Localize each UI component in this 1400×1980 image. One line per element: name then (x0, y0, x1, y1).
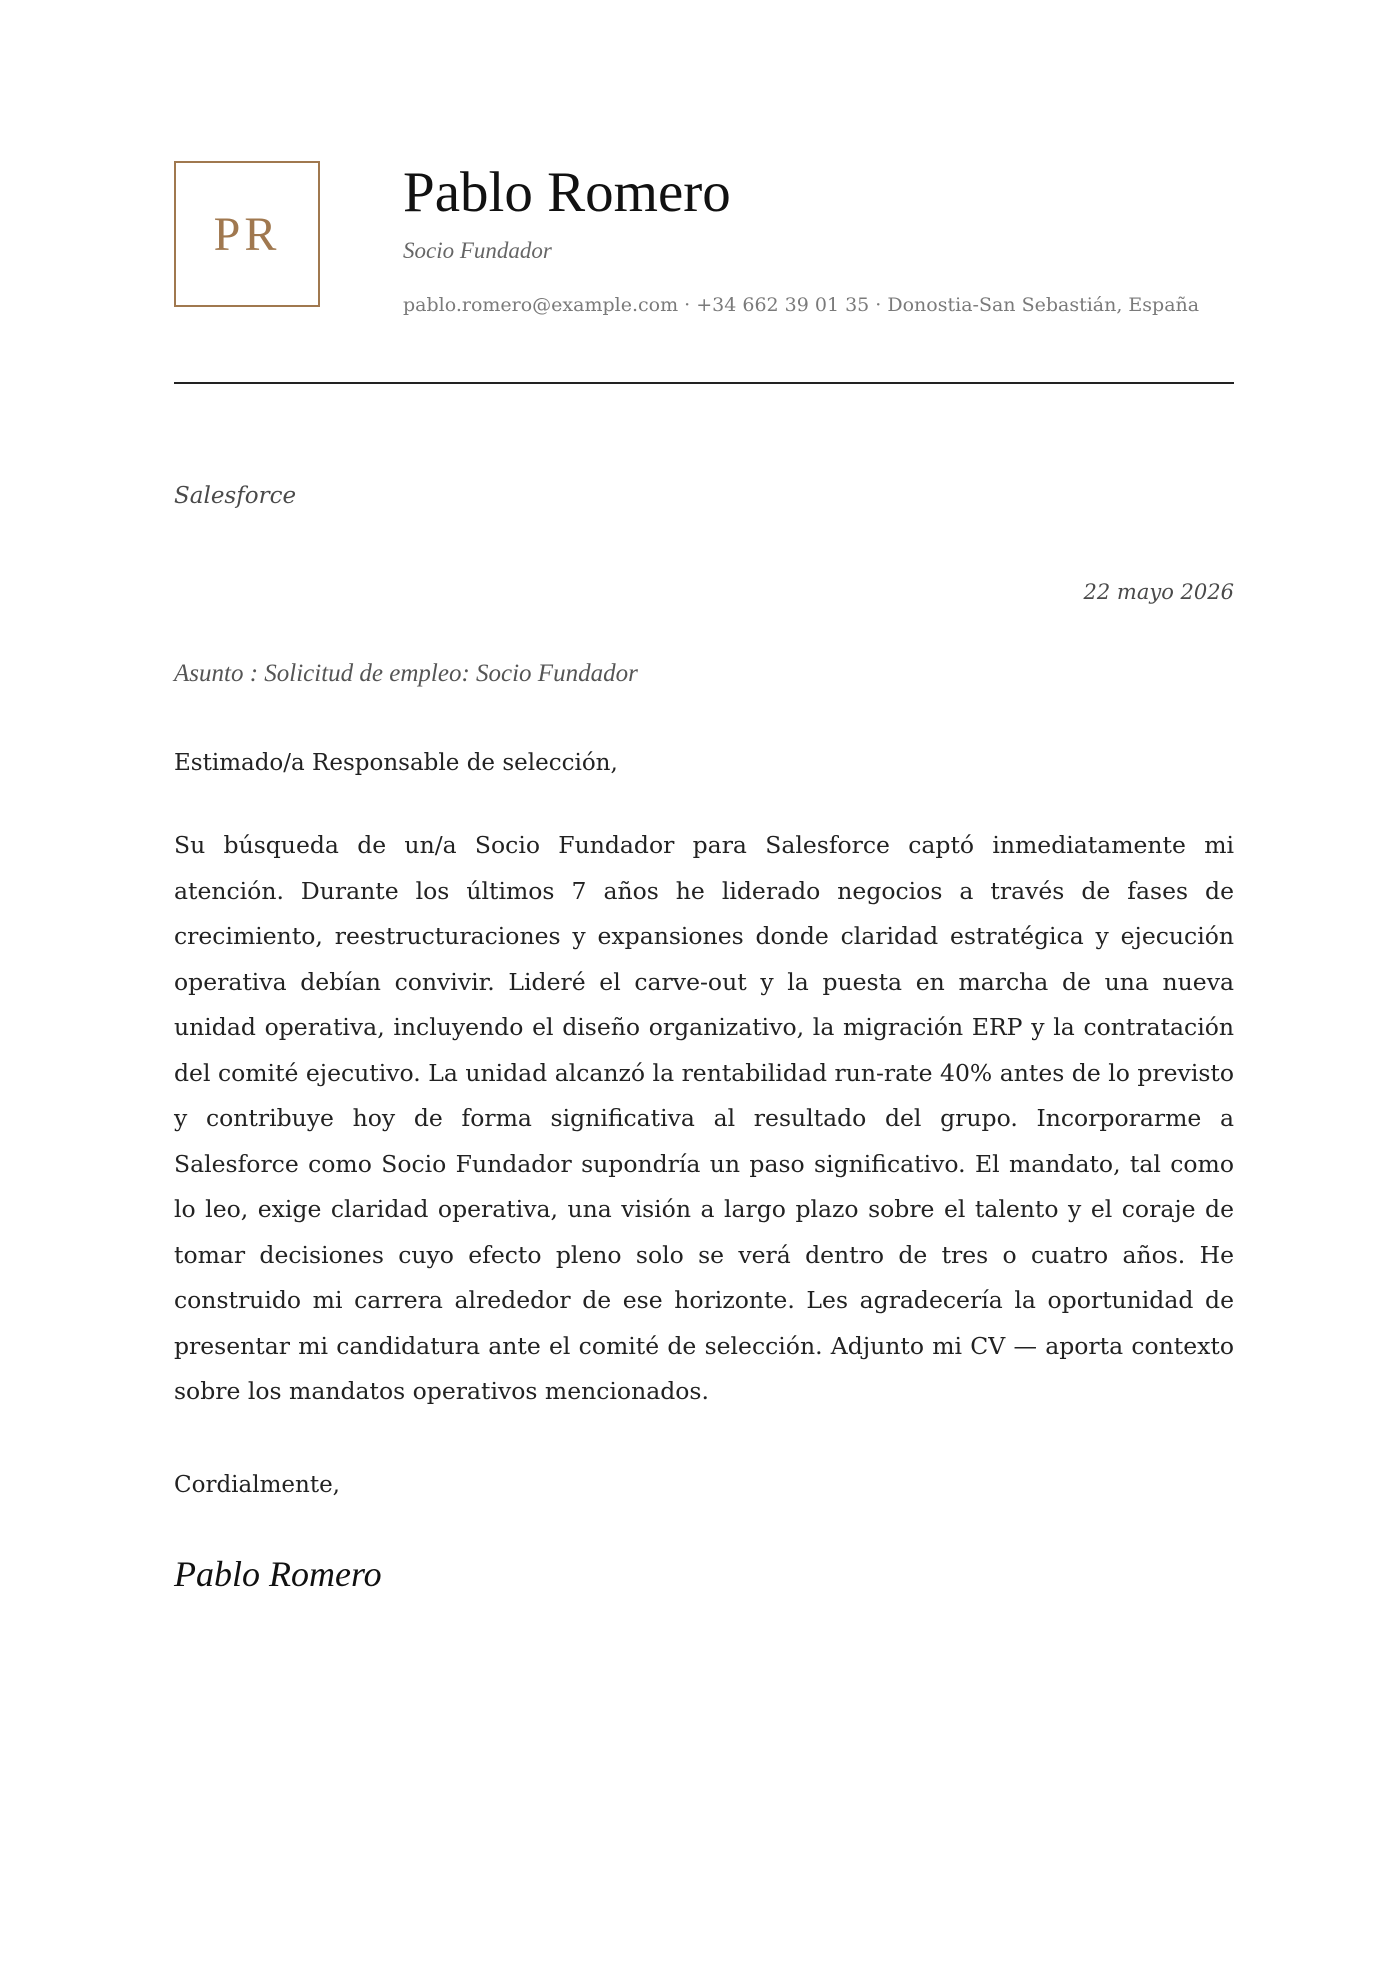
header-divider (174, 382, 1234, 384)
letter-date: 22 mayo 2026 (1083, 580, 1234, 604)
letter-body: Su búsqueda de un/a Socio Fundador para Salesforce captó inmediatamente mi atención. Durante los últimos 7 años he liderado negocios a través de fases de crecimiento, reestructuraciones y expansiones donde claridad estratégica y ejecución operativa debían convivir. Lideré el carve-out y la puesta en marcha de una nueva unidad operativa, incluyendo el diseño organizativo, la migración ERP y la contratación del comité ejecutivo. La unidad alcanzó la rentabilidad run-rate 40% antes de lo previsto y contribuye hoy de forma significativa al resultado del grupo. Incorporarme a Salesforce como Socio Fundador supondría un paso significativo. El mandato, tal como lo leo, exige claridad operativa, una visión a largo plazo sobre el talento y el coraje de tomar decisiones cuyo efecto pleno solo se verá dentro de tres o cuatro años. He construido mi carrera alrededor de ese horizonte. Les agradecería la oportunidad de presentar mi candidatura ante el comité de selección. Adjunto mi CV — aporta contexto sobre los mandatos operativos mencionados. (174, 831, 1234, 1405)
recipient-company: Salesforce (174, 483, 297, 509)
letter-closing: Cordialmente, (174, 1472, 340, 1498)
sender-contact-line: pablo.romero@example.com · +34 662 39 01 35 · Donostia-San Sebastián, España (403, 294, 1200, 316)
cover-letter-page (174, 0, 1234, 1980)
sender-role: Socio Fundador (403, 238, 552, 263)
letter-header (403, 158, 1234, 318)
monogram-badge (174, 161, 320, 307)
letter-subject: Asunto : Solicitud de empleo: Socio Fundador (174, 660, 638, 687)
monogram-initials: PR (213, 207, 281, 261)
letter-salutation: Estimado/a Responsable de selección, (174, 750, 618, 776)
signature: Pablo Romero (174, 1554, 382, 1594)
sender-name: Pablo Romero (403, 161, 731, 224)
